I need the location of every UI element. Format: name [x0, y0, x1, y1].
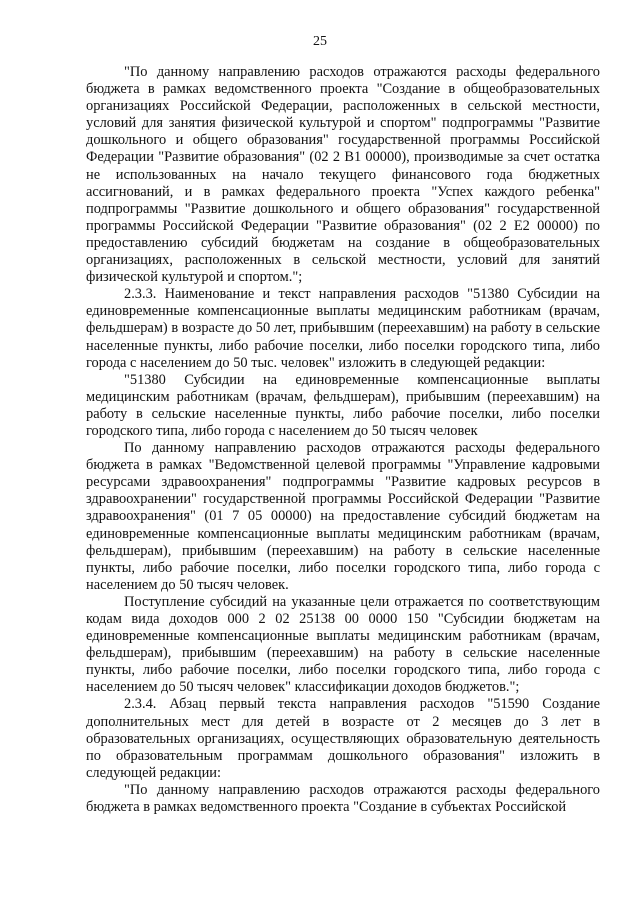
paragraph-6: 2.3.4. Абзац первый текста направления расходов "51590 Создание дополнительных мест для детей в возрасте от 2 месяцев до 3 лет в образовательных организациях, осуществляющих образовательную деятельность по образовательным программам дошкольного образования" изложить в следующей редакции:	[86, 696, 600, 781]
paragraph-4: По данному направлению расходов отражаются расходы федерального бюджета в рамках "Ведомственной целевой программы "Управление кадровыми ресурсами здравоохранения" подпрограммы "Развитие кадровых ресурсов в здравоохранении" государственной программы Российской Федерации "Развитие здравоохранения" (01 7 05 00000) на предоставление субсидий бюджетам на единовременные компенсационные выплаты медицинским работникам (врачам, фельдшерам), прибывшим (переехавшим) на работу в сельские населенные пункты, либо рабочие поселки, либо поселки городского типа, либо города с населением до 50 тысяч человек.	[86, 440, 600, 593]
paragraph-5: Поступление субсидий на указанные цели отражается по соответствующим кодам вида доходов 000 2 02 25138 00 0000 150 "Субсидии бюджетам на единовременные компенсационные выплаты медицинским работникам (врачам, фельдшерам), прибывшим (переехавшим) на работу в сельские населенные пункты, либо рабочие поселки, либо поселки городского типа, либо города с населением до 50 тысяч человек" классификации доходов бюджетов.";	[86, 593, 600, 696]
document-body	[86, 64, 600, 816]
paragraph-3: "51380 Субсидии на единовременные компенсационные выплаты медицинским работникам (врачам, фельдшерам), прибывшим (переехавшим) на работу в сельские населенные пункты, либо рабочие поселки, либо поселки городского типа, либо города с населением до 50 тысяч человек	[86, 371, 600, 439]
paragraph-2: 2.3.3. Наименование и текст направления расходов "51380 Субсидии на единовременные компенсационные выплаты медицинским работникам (врачам, фельдшерам) в возрасте до 50 лет, прибывшим (переехавшим) на работу в сельские населенные пункты, либо рабочие поселки, либо поселки городского типа, либо города с населением до 50 тыс. человек" изложить в следующей редакции:	[86, 286, 600, 371]
paragraph-1: "По данному направлению расходов отражаются расходы федерального бюджета в рамках ведомственного проекта "Создание в общеобразовательных организациях Российской Федерации, расположенных в сельской местности, условий для занятия физической культурой и спортом" подпрограммы "Развитие дошкольного и общего образования" государственной программы Российской Федерации "Развитие образования" (02 2 В1 00000), производимые за счет остатка не использованных на начало текущего финансового года бюджетных ассигнований, и в рамках федерального проекта "Успех каждого ребенка" подпрограммы "Развитие дошкольного и общего образования" государственной программы Российской Федерации "Развитие образования" (02 2 Е2 00000) по предоставлению субсидий бюджетам на создание в общеобразовательных организациях, расположенных в сельской местности, условий для занятий физической культурой и спортом.";	[86, 64, 600, 286]
paragraph-7: "По данному направлению расходов отражаются расходы федерального бюджета в рамках ведомственного проекта "Создание в субъектах Российской	[86, 781, 600, 816]
page-number: 25	[313, 34, 327, 49]
